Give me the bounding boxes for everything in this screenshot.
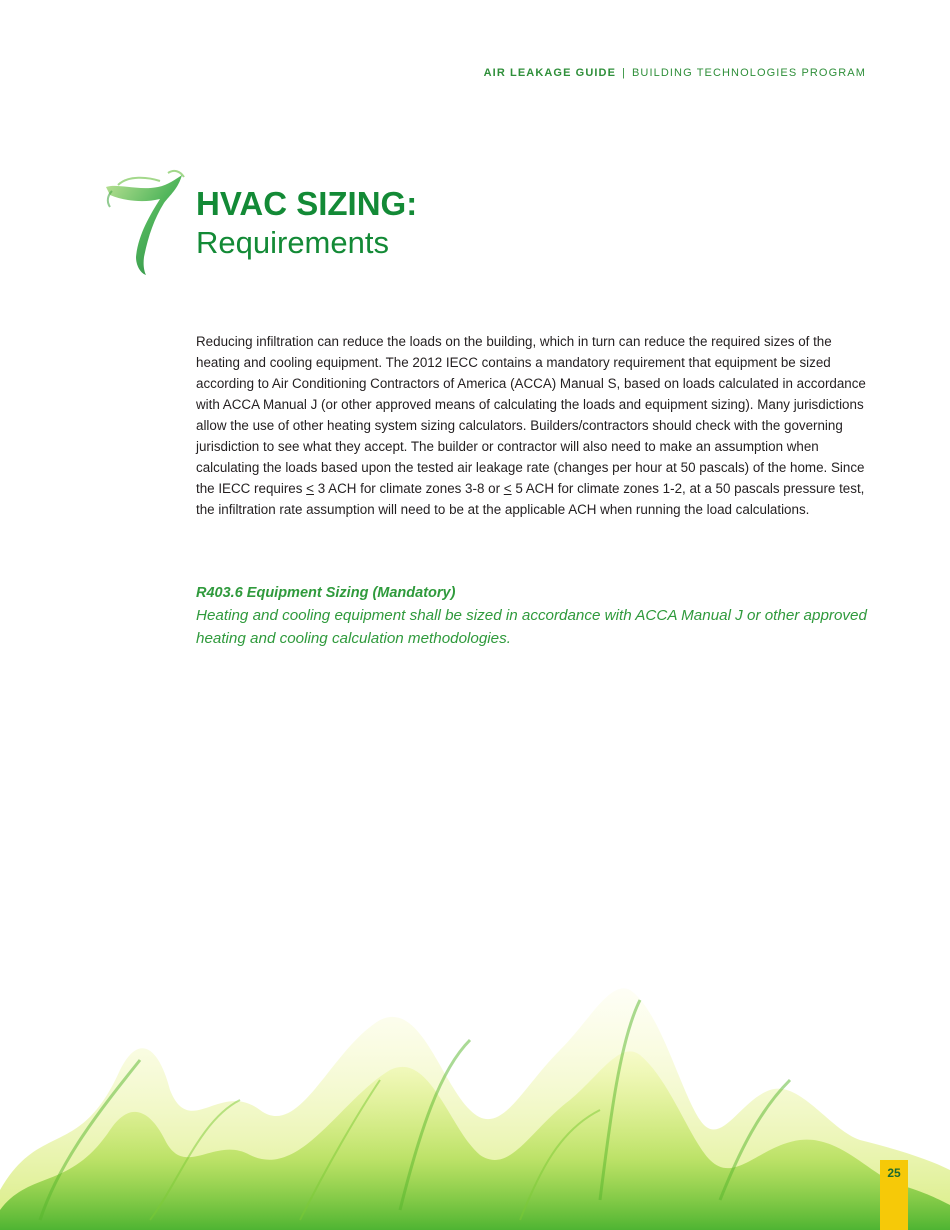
chapter-subtitle: Requirements [196, 225, 389, 260]
code-requirement [196, 582, 868, 650]
chapter-title: HVAC SIZING: [196, 185, 418, 222]
running-header [484, 67, 866, 79]
chapter-title-block [196, 185, 417, 263]
header-program: BUILDING TECHNOLOGIES PROGRAM [631, 67, 866, 79]
body-text-2: 3 ACH for climate zones 3-8 or [313, 481, 504, 496]
header-separator: | [622, 67, 626, 79]
header-guide-title: AIR LEAKAGE GUIDE [483, 67, 617, 79]
chapter-number-text: 7 [143, 261, 146, 266]
lte-symbol: < [503, 481, 512, 496]
code-text: Heating and cooling equipment shall be sized in accordance with ACCA Manual J or other approved heating and cooling calculation methodologies. [196, 607, 867, 647]
code-title: R403.6 Equipment Sizing (Mandatory) [196, 585, 456, 601]
page-number: 25 [887, 1166, 901, 1180]
smoke-decoration-image [0, 960, 950, 1230]
chapter-number-icon [98, 165, 188, 280]
body-text-1: Reducing infiltration can reduce the loads on the building, which in turn can reduce the required sizes of the heating and cooling equipment. The 2012 IECC contains a mandatory requirement that equipment be sized according to Air Conditioning Contractors of America (ACCA) Manual S, based on loads calculated in accordance with ACCA Manual J (or other approved means of calculating the loads and equipment sizing). Many jurisdictions allow the use of other heating system sizing calculators. Builders/contractors should check with the governing jurisdiction to see what they accept. The builder or contractor will also need to make an assumption when calculating the loads based upon the tested air leakage rate (changes per hour at 50 pascals) of the home. Since the IECC requires [196, 334, 866, 496]
lte-symbol: < [306, 481, 314, 496]
body-text-3: 5 ACH for climate zones 1-2, at a 50 pascals pressure test, the infiltration rate assumption will need to be at the applicable ACH when running the load calculations. [196, 481, 865, 517]
body-paragraph [196, 331, 868, 520]
